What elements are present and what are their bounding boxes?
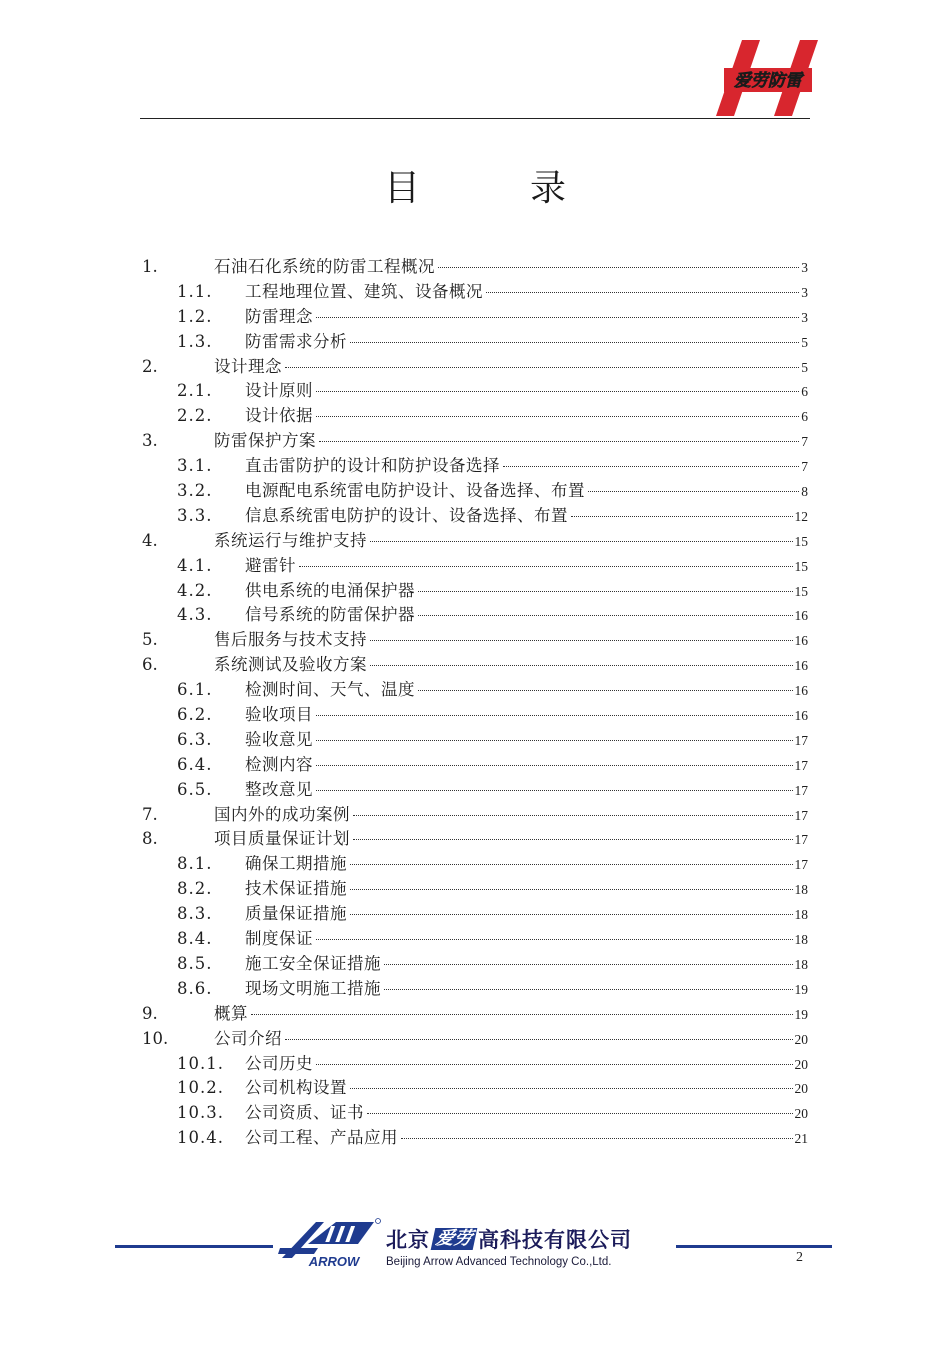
toc-entry-page: 20 [794,1031,808,1047]
toc-entry-number: 4.2. [177,580,213,600]
toc-entry-number: 8.4. [177,929,213,949]
toc-entry-number: 1.2. [177,306,213,326]
footer-rule-left [115,1245,273,1248]
toc-dot-leader [438,267,799,268]
toc-dot-leader [251,1014,793,1015]
toc-entry-number: 10.1. [177,1053,224,1073]
company-cn-prefix: 北京 [386,1228,430,1252]
toc-entry-title[interactable]: 检测时间、天气、温度 [245,680,415,700]
toc-entry[interactable] [140,1101,808,1126]
toc-entry-page: 18 [794,882,808,898]
toc-entry-number: 6.2. [177,705,213,725]
toc-entry[interactable] [140,554,808,579]
toc-entry-page: 21 [794,1131,808,1147]
toc-entry[interactable] [140,753,808,778]
toc-entry[interactable] [140,479,808,504]
toc-entry-page: 20 [794,1056,808,1072]
toc-entry-page: 3 [801,260,808,275]
toc-entry-page: 17 [794,757,808,773]
toc-entry-page: 8 [801,484,808,500]
table-of-contents [140,255,808,1151]
toc-entry[interactable] [140,330,808,355]
toc-entry-title[interactable]: 概算 [214,1003,248,1023]
toc-dot-leader [316,715,793,716]
toc-entry[interactable] [140,280,808,305]
toc-entry[interactable] [140,852,808,877]
toc-entry-number: 2.1. [177,381,213,401]
toc-entry-page: 20 [794,1081,808,1097]
toc-entry-page: 17 [794,832,808,848]
toc-entry-title[interactable]: 国内外的成功案例 [214,804,350,824]
toc-entry[interactable] [140,877,808,902]
toc-entry[interactable] [140,902,808,927]
toc-entry-number: 6.1. [177,680,213,700]
toc-entry-title[interactable]: 避雷针 [245,555,296,575]
toc-entry[interactable] [140,454,808,479]
toc-entry-page: 16 [794,708,808,724]
toc-dot-leader [350,914,793,915]
toc-dot-leader [316,416,799,417]
toc-entry-number: 3. [142,431,158,451]
toc-entry-page: 3 [801,309,808,325]
toc-entry-number: 10.2. [177,1078,224,1098]
toc-entry-page: 17 [794,857,808,873]
toc-entry-title[interactable]: 验收意见 [245,729,313,749]
toc-entry-page: 17 [794,807,808,823]
toc-dot-leader [418,690,793,691]
toc-entry[interactable] [140,355,808,380]
toc-entry-title[interactable]: 石油石化系统的防雷工程概况 [214,257,435,276]
toc-entry-number: 2. [142,356,158,376]
toc-entry-number: 2.2. [177,406,213,426]
footer-company-name-cn [386,1226,632,1252]
toc-entry-page: 16 [794,608,808,624]
toc-entry[interactable] [140,778,808,803]
toc-entry-title[interactable]: 防雷理念 [245,306,313,326]
toc-dot-leader [401,1138,793,1139]
toc-entry-title[interactable]: 施工安全保证措施 [245,953,381,973]
toc-dot-leader [316,740,793,741]
toc-entry-page: 5 [801,334,808,350]
logo-header-text: 爱劳防雷 [734,71,802,91]
toc-entry-page: 3 [801,284,808,300]
toc-entry-title[interactable]: 公司机构设置 [245,1078,347,1098]
toc-entry-page: 18 [794,932,808,948]
toc-entry-number: 4. [142,530,158,550]
header-divider [140,118,810,119]
toc-entry-title[interactable]: 现场文明施工措施 [245,978,381,998]
toc-entry-number: 10.4. [177,1128,224,1148]
toc-entry-page: 17 [794,732,808,748]
toc-entry[interactable] [140,728,808,753]
toc-dot-leader [370,541,793,542]
toc-dot-leader [418,615,793,616]
toc-dot-leader [353,839,793,840]
toc-entry[interactable] [140,1002,808,1027]
toc-dot-leader [350,864,793,865]
toc-entry[interactable] [140,1027,808,1052]
toc-dot-leader [370,640,793,641]
toc-entry-number: 8.2. [177,879,213,899]
toc-dot-leader [350,1088,793,1089]
toc-dot-leader [299,566,793,567]
page-title [0,160,950,211]
toc-entry-number: 6.3. [177,729,213,749]
toc-entry-number: 6. [142,655,158,675]
toc-entry-title[interactable]: 设计原则 [245,381,313,401]
toc-entry[interactable] [140,977,808,1002]
toc-entry-number: 9. [142,1003,158,1023]
company-cn-brand: 爱劳 [431,1228,478,1250]
toc-entry-title[interactable]: 公司历史 [245,1053,313,1073]
toc-entry[interactable] [140,703,808,728]
toc-entry[interactable] [140,927,808,952]
toc-entry-title[interactable]: 系统测试及验收方案 [214,655,367,675]
toc-entry-page: 7 [801,459,808,475]
toc-entry-page: 6 [801,409,808,425]
toc-entry-number: 10.3. [177,1103,224,1123]
toc-entry-title[interactable]: 电源配电系统雷电防护设计、设备选择、布置 [245,481,585,501]
toc-entry-page: 6 [801,384,808,400]
toc-entry-title[interactable]: 公司介绍 [214,1028,282,1048]
title-char-2: 录 [530,168,677,209]
toc-entry-page: 5 [801,359,808,375]
toc-entry-number: 8.3. [177,904,213,924]
toc-entry-page: 19 [794,981,808,997]
toc-dot-leader [316,1064,793,1065]
toc-entry-title[interactable]: 防雷需求分析 [245,331,347,351]
toc-entry-title[interactable]: 项目质量保证计划 [214,829,350,849]
toc-dot-leader [353,815,793,816]
toc-entry-number: 4.3. [177,605,213,625]
toc-entry[interactable] [140,803,808,828]
toc-entry-number: 1.1. [177,281,213,301]
toc-entry-title[interactable]: 公司资质、证书 [245,1103,364,1123]
toc-dot-leader [370,665,793,666]
toc-entry-title[interactable]: 供电系统的电涌保护器 [245,580,415,600]
toc-entry-number: 1. [142,257,158,276]
toc-entry[interactable] [140,429,808,454]
toc-entry-page: 20 [794,1106,808,1122]
toc-entry-number: 8. [142,829,158,849]
toc-entry-title[interactable]: 检测内容 [245,754,313,774]
toc-entry[interactable] [140,255,808,280]
arrow-logo-word: ARROW [308,1254,360,1269]
toc-entry-page: 16 [794,633,808,649]
toc-entry-page: 16 [794,683,808,699]
toc-entry-title[interactable]: 工程地理位置、建筑、设备概况 [245,281,483,301]
toc-entry[interactable] [140,305,808,330]
toc-entry[interactable] [140,678,808,703]
toc-entry-number: 7. [142,804,158,824]
toc-entry-number: 3.1. [177,456,213,476]
toc-entry[interactable] [140,1126,808,1151]
toc-dot-leader [486,292,799,293]
toc-entry[interactable] [140,1076,808,1101]
company-logo-header [716,38,820,118]
toc-dot-leader [316,939,793,940]
toc-entry-title[interactable]: 系统运行与维护支持 [214,530,367,550]
toc-entry-page: 19 [794,1006,808,1022]
toc-dot-leader [350,342,799,343]
toc-entry-title[interactable]: 验收项目 [245,705,313,725]
toc-entry[interactable] [140,379,808,404]
toc-entry-title[interactable]: 技术保证措施 [245,879,347,899]
toc-entry-page: 15 [794,583,808,599]
toc-entry-number: 8.6. [177,978,213,998]
toc-dot-leader [316,765,793,766]
toc-entry-page: 18 [794,956,808,972]
footer-rule-right [676,1245,832,1248]
toc-entry-title[interactable]: 设计依据 [245,406,313,426]
toc-entry-number: 3.2. [177,481,213,501]
toc-entry-number: 10. [142,1028,169,1048]
toc-entry[interactable] [140,1052,808,1077]
toc-entry-title[interactable]: 售后服务与技术支持 [214,630,367,650]
toc-entry-page: 18 [794,907,808,923]
toc-entry[interactable] [140,404,808,429]
toc-dot-leader [384,964,793,965]
toc-entry-title[interactable]: 整改意见 [245,779,313,799]
toc-entry-title[interactable]: 确保工期措施 [245,854,347,874]
toc-dot-leader [319,441,799,442]
toc-entry-number: 6.4. [177,754,213,774]
toc-entry-number: 5. [142,630,158,650]
toc-entry[interactable] [140,504,808,529]
toc-entry-title[interactable]: 公司工程、产品应用 [245,1128,398,1148]
toc-entry-page: 15 [794,558,808,574]
toc-entry-title[interactable]: 防雷保护方案 [214,431,316,451]
toc-dot-leader [588,491,799,492]
page-number: 2 [796,1250,803,1265]
toc-entry[interactable] [140,653,808,678]
toc-entry[interactable] [140,603,808,628]
toc-entry-page: 12 [794,508,808,524]
toc-entry-title[interactable]: 信号系统的防雷保护器 [245,605,415,625]
company-cn-suffix: 高科技有限公司 [478,1228,632,1252]
toc-dot-leader [571,516,793,517]
toc-entry-page: 17 [794,782,808,798]
toc-entry[interactable] [140,529,808,554]
toc-dot-leader [316,790,793,791]
toc-dot-leader [316,391,799,392]
toc-dot-leader [418,591,793,592]
title-char-1: 目 [383,168,530,209]
toc-entry-number: 6.5. [177,779,213,799]
toc-entry-title[interactable]: 直击雷防护的设计和防护设备选择 [245,456,500,476]
toc-entry[interactable] [140,952,808,977]
toc-entry-title[interactable]: 设计理念 [214,356,282,376]
toc-entry-number: 4.1. [177,555,213,575]
footer-company-name-en: Beijing Arrow Advanced Technology Co.,Ltd. [386,1256,612,1268]
toc-entry[interactable] [140,628,808,653]
toc-dot-leader [285,367,799,368]
toc-dot-leader [367,1113,793,1114]
toc-entry-title[interactable]: 信息系统雷电防护的设计、设备选择、布置 [245,505,568,525]
toc-dot-leader [503,466,799,467]
toc-dot-leader [316,317,799,318]
toc-entry-page: 16 [794,658,808,674]
toc-entry-title[interactable]: 质量保证措施 [245,904,347,924]
toc-entry-page: 15 [794,533,808,549]
toc-dot-leader [350,889,793,890]
toc-dot-leader [285,1039,793,1040]
toc-entry-title[interactable]: 制度保证 [245,929,313,949]
toc-entry[interactable] [140,579,808,604]
toc-entry-number: 3.3. [177,505,213,525]
toc-entry[interactable] [140,827,808,852]
arrow-logo [278,1218,384,1270]
toc-entry-number: 1.3. [177,331,213,351]
toc-dot-leader [384,989,793,990]
toc-entry-page: 7 [801,434,808,450]
toc-entry-number: 8.5. [177,953,213,973]
toc-entry-number: 8.1. [177,854,213,874]
